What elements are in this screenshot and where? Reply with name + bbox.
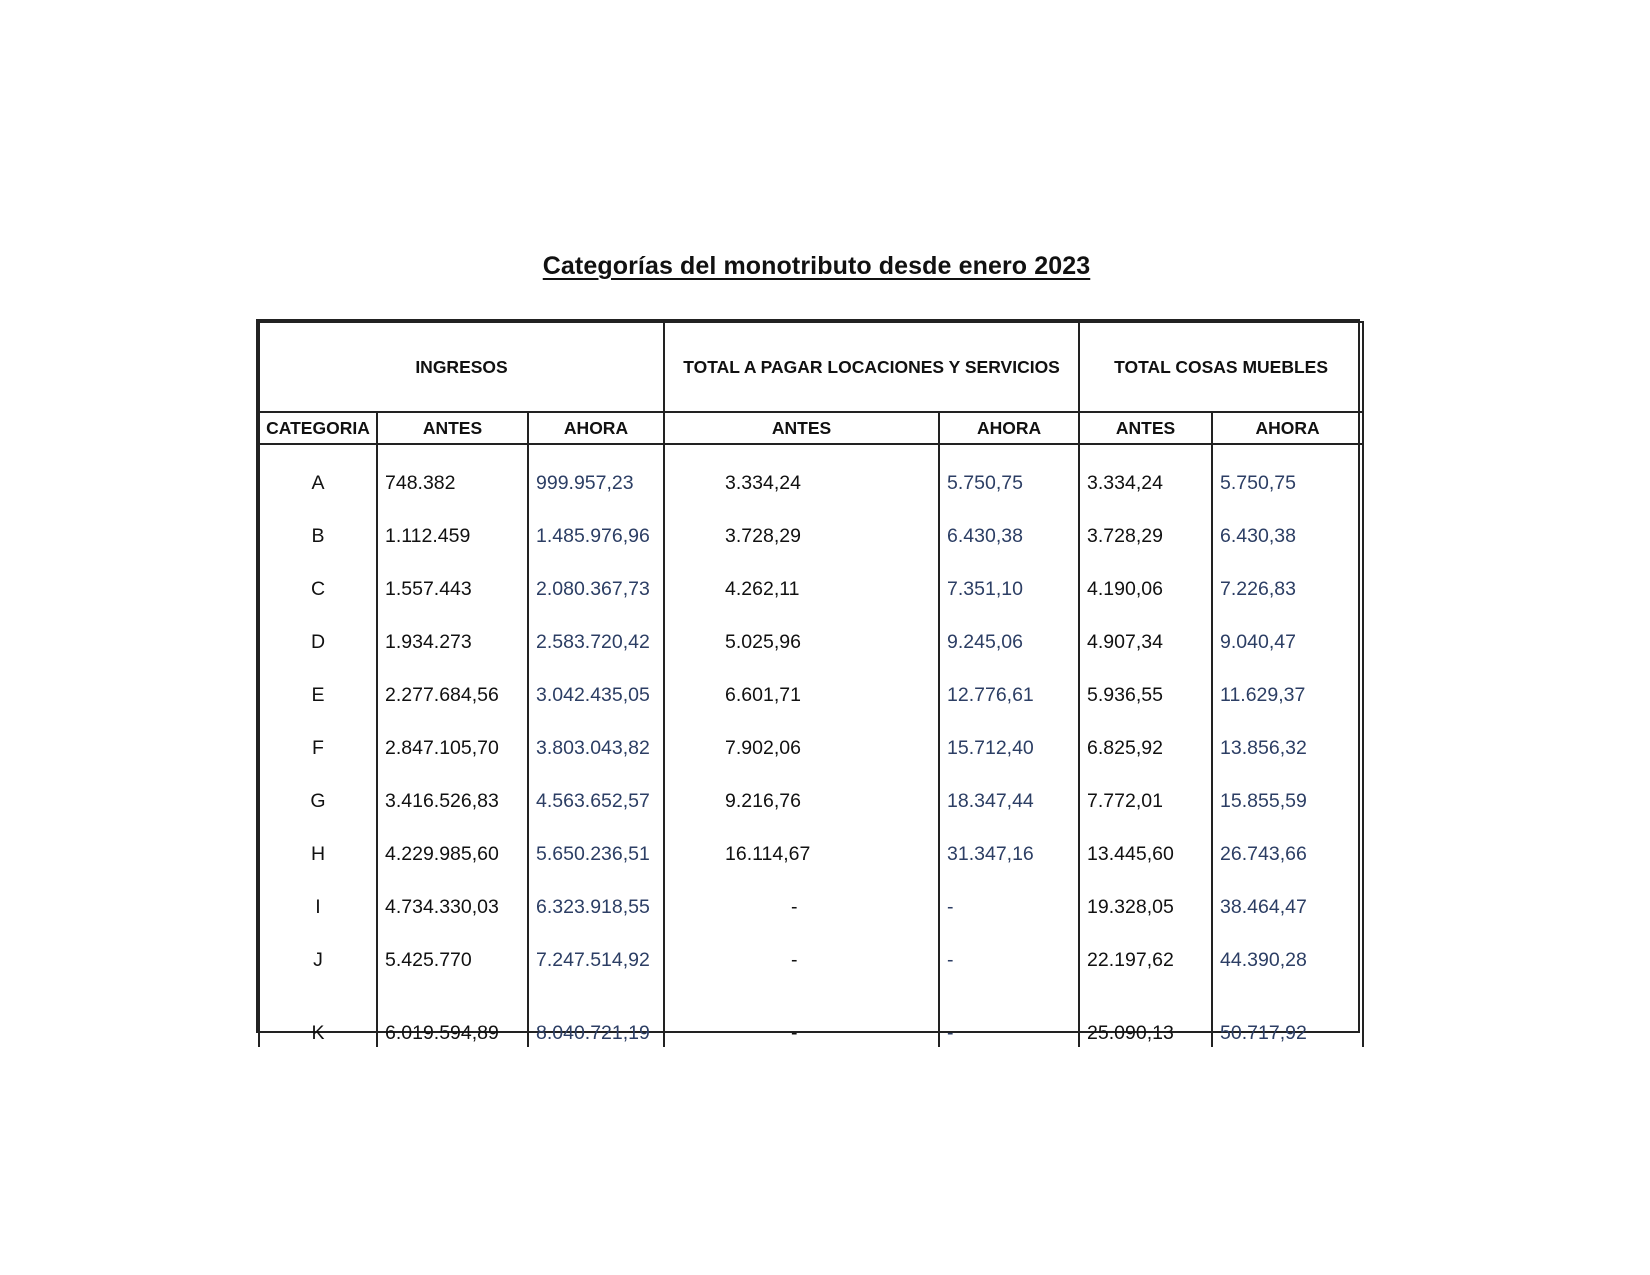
cell-servicios-ahora: 18.347,44 xyxy=(939,775,1079,828)
cell-ingresos-ahora: 5.650.236,51 xyxy=(528,828,664,881)
cell-ingresos-antes: 5.425.770 xyxy=(377,934,528,987)
cell-ingresos-antes: 1.557.443 xyxy=(377,563,528,616)
cell-muebles-antes: 6.825,92 xyxy=(1079,722,1212,775)
group-header-row xyxy=(259,322,1363,412)
cell-muebles-ahora: 44.390,28 xyxy=(1212,934,1363,987)
cell-servicios-antes: 4.262,11 xyxy=(664,563,939,616)
cell-muebles-antes: 25.090,13 xyxy=(1079,987,1212,1047)
monotributo-table-frame xyxy=(256,319,1360,1044)
cell-ingresos-ahora: 1.485.976,96 xyxy=(528,510,664,563)
cell-ingresos-ahora: 8.040.721,19 xyxy=(528,987,664,1047)
cell-servicios-antes: 3.334,24 xyxy=(664,457,939,510)
cell-categoria: B xyxy=(259,510,377,563)
cell-servicios-ahora: - xyxy=(939,987,1079,1047)
cell-servicios-ahora: 31.347,16 xyxy=(939,828,1079,881)
table-row xyxy=(259,457,1363,510)
cell-muebles-antes: 19.328,05 xyxy=(1079,881,1212,934)
cell-servicios-ahora: - xyxy=(939,934,1079,987)
cell-categoria: I xyxy=(259,881,377,934)
cell-servicios-ahora: 15.712,40 xyxy=(939,722,1079,775)
cell-ingresos-antes: 1.934.273 xyxy=(377,616,528,669)
cell-ingresos-ahora: 7.247.514,92 xyxy=(528,934,664,987)
cell-ingresos-antes: 2.847.105,70 xyxy=(377,722,528,775)
cell-servicios-ahora: 12.776,61 xyxy=(939,669,1079,722)
cell-muebles-ahora: 5.750,75 xyxy=(1212,457,1363,510)
cell-muebles-antes: 5.936,55 xyxy=(1079,669,1212,722)
document-title: Categorías del monotributo desde enero 2023 xyxy=(542,252,1091,280)
column-header-categoria: CATEGORIA xyxy=(259,412,377,444)
cell-servicios-ahora: 9.245,06 xyxy=(939,616,1079,669)
cell-categoria: H xyxy=(259,828,377,881)
column-header-muebles-antes: ANTES xyxy=(1079,412,1212,444)
cell-muebles-antes: 22.197,62 xyxy=(1079,934,1212,987)
cell-servicios-antes: 5.025,96 xyxy=(664,616,939,669)
cell-ingresos-ahora: 4.563.652,57 xyxy=(528,775,664,828)
cell-servicios-antes: 6.601,71 xyxy=(664,669,939,722)
cell-ingresos-antes: 6.019.594,89 xyxy=(377,987,528,1047)
cell-servicios-antes: 3.728,29 xyxy=(664,510,939,563)
cell-servicios-antes: - xyxy=(664,934,939,987)
table-row xyxy=(259,669,1363,722)
cell-categoria: D xyxy=(259,616,377,669)
monotributo-table xyxy=(258,321,1364,1047)
table-row xyxy=(259,722,1363,775)
cell-muebles-antes: 7.772,01 xyxy=(1079,775,1212,828)
column-header-row xyxy=(259,412,1363,444)
table-row xyxy=(259,881,1363,934)
cell-ingresos-antes: 2.277.684,56 xyxy=(377,669,528,722)
cell-ingresos-antes: 1.112.459 xyxy=(377,510,528,563)
table-body xyxy=(259,444,1363,1047)
cell-servicios-antes: 16.114,67 xyxy=(664,828,939,881)
cell-ingresos-ahora: 6.323.918,55 xyxy=(528,881,664,934)
cell-ingresos-ahora: 3.803.043,82 xyxy=(528,722,664,775)
cell-categoria: G xyxy=(259,775,377,828)
cell-muebles-ahora: 50.717,92 xyxy=(1212,987,1363,1047)
cell-ingresos-ahora: 2.080.367,73 xyxy=(528,563,664,616)
cell-ingresos-ahora: 3.042.435,05 xyxy=(528,669,664,722)
table-row xyxy=(259,563,1363,616)
cell-categoria: E xyxy=(259,669,377,722)
group-header-muebles: TOTAL COSAS MUEBLES xyxy=(1079,322,1363,412)
column-header-ingresos-antes: ANTES xyxy=(377,412,528,444)
cell-ingresos-antes: 4.229.985,60 xyxy=(377,828,528,881)
cell-servicios-ahora: 7.351,10 xyxy=(939,563,1079,616)
table-row xyxy=(259,987,1363,1047)
table-row xyxy=(259,510,1363,563)
cell-servicios-antes: 7.902,06 xyxy=(664,722,939,775)
cell-categoria: K xyxy=(259,987,377,1047)
cell-categoria: F xyxy=(259,722,377,775)
cell-muebles-ahora: 26.743,66 xyxy=(1212,828,1363,881)
cell-categoria: A xyxy=(259,457,377,510)
cell-servicios-antes: - xyxy=(664,987,939,1047)
cell-categoria: J xyxy=(259,934,377,987)
cell-muebles-ahora: 11.629,37 xyxy=(1212,669,1363,722)
cell-servicios-ahora: 5.750,75 xyxy=(939,457,1079,510)
cell-muebles-ahora: 15.855,59 xyxy=(1212,775,1363,828)
table-spacer-row xyxy=(259,444,1363,457)
cell-servicios-antes: 9.216,76 xyxy=(664,775,939,828)
cell-ingresos-antes: 748.382 xyxy=(377,457,528,510)
column-header-muebles-ahora: AHORA xyxy=(1212,412,1363,444)
cell-muebles-ahora: 13.856,32 xyxy=(1212,722,1363,775)
cell-muebles-antes: 3.728,29 xyxy=(1079,510,1212,563)
cell-categoria: C xyxy=(259,563,377,616)
cell-ingresos-antes: 4.734.330,03 xyxy=(377,881,528,934)
cell-muebles-antes: 4.907,34 xyxy=(1079,616,1212,669)
table-row xyxy=(259,775,1363,828)
cell-muebles-ahora: 7.226,83 xyxy=(1212,563,1363,616)
cell-muebles-antes: 4.190,06 xyxy=(1079,563,1212,616)
cell-muebles-antes: 13.445,60 xyxy=(1079,828,1212,881)
cell-muebles-ahora: 6.430,38 xyxy=(1212,510,1363,563)
cell-muebles-antes: 3.334,24 xyxy=(1079,457,1212,510)
group-header-ingresos: INGRESOS xyxy=(259,322,664,412)
cell-servicios-antes: - xyxy=(664,881,939,934)
table-row xyxy=(259,828,1363,881)
cell-ingresos-antes: 3.416.526,83 xyxy=(377,775,528,828)
group-header-servicios: TOTAL A PAGAR LOCACIONES Y SERVICIOS xyxy=(664,322,1079,412)
cell-servicios-ahora: 6.430,38 xyxy=(939,510,1079,563)
cell-muebles-ahora: 38.464,47 xyxy=(1212,881,1363,934)
column-header-ingresos-ahora: AHORA xyxy=(528,412,664,444)
column-header-servicios-antes: ANTES xyxy=(664,412,939,444)
cell-servicios-ahora: - xyxy=(939,881,1079,934)
table-row xyxy=(259,616,1363,669)
cell-ingresos-ahora: 999.957,23 xyxy=(528,457,664,510)
column-header-servicios-ahora: AHORA xyxy=(939,412,1079,444)
cell-muebles-ahora: 9.040,47 xyxy=(1212,616,1363,669)
table-row xyxy=(259,934,1363,987)
cell-ingresos-ahora: 2.583.720,42 xyxy=(528,616,664,669)
